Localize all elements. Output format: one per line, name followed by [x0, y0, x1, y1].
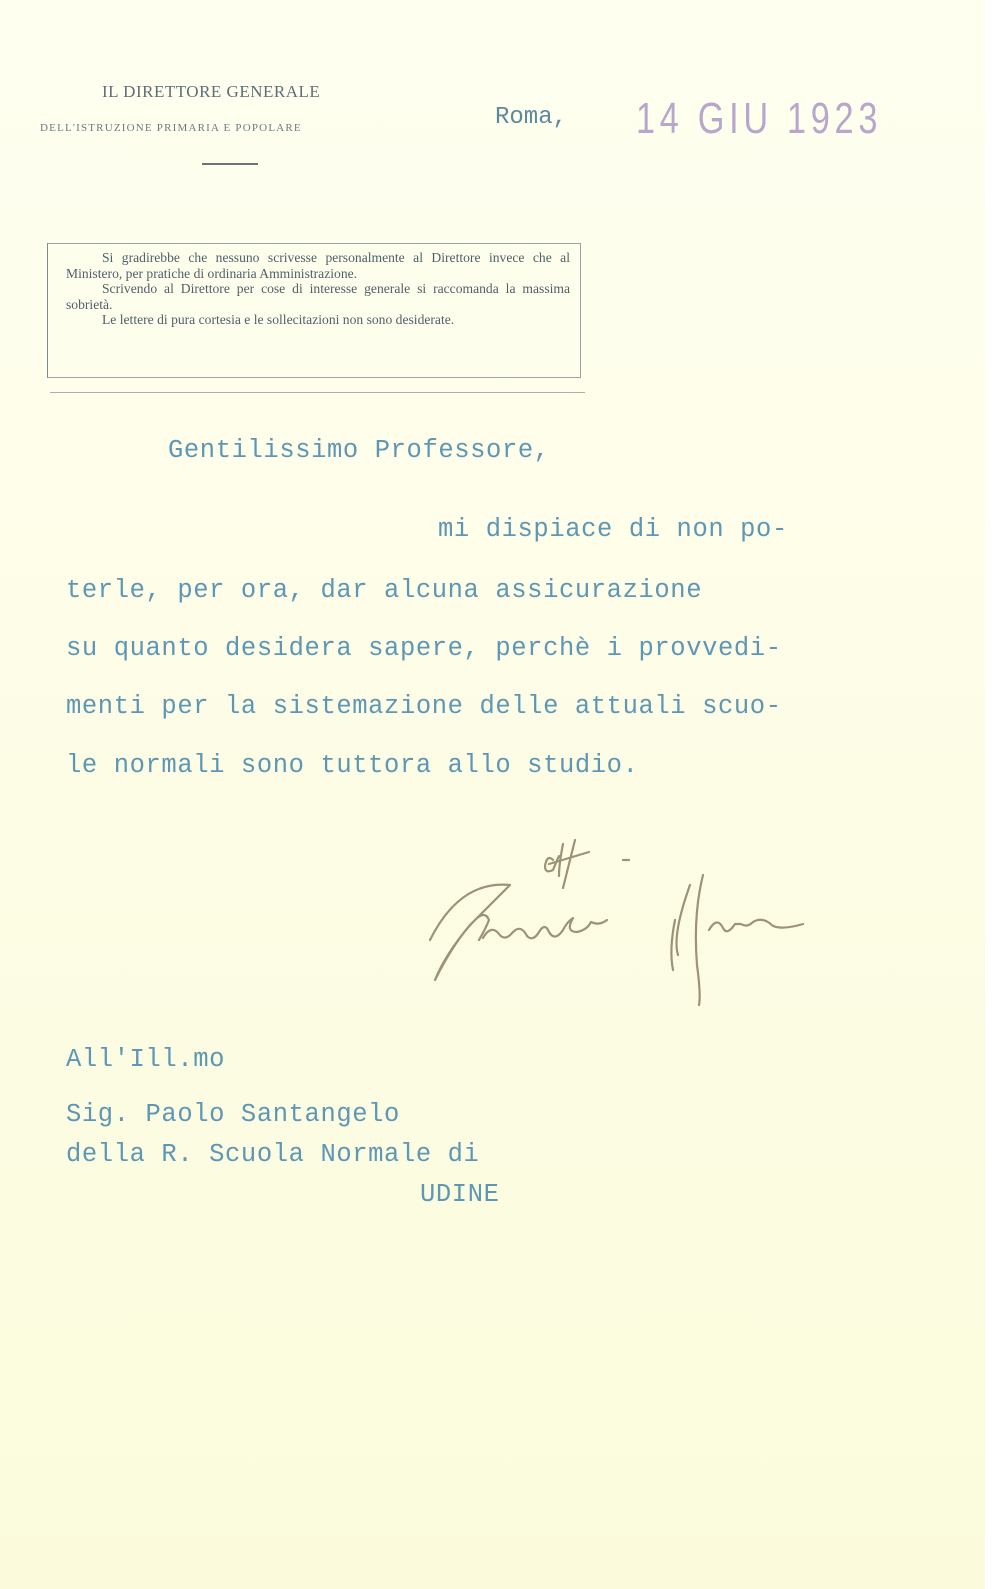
notice-paragraph: Le lettere di pura cortesia e le sollecitazioni non sono desiderate.: [102, 312, 455, 327]
body-line: su quanto desidera sapere, perchè i provvedi-: [66, 634, 782, 663]
letterhead-subtitle: DELL'ISTRUZIONE PRIMARIA E POPOLARE: [40, 122, 302, 134]
address-line: della R. Scuola Normale di: [66, 1140, 480, 1169]
notice-paragraph: Si gradirebbe che nessuno scrivesse personalmente al Direttore invece che al Ministero, per pratiche di ordinaria Amministrazione.: [66, 250, 570, 281]
salutation: Gentilissimo Professore,: [168, 436, 550, 465]
notice-box: [47, 243, 581, 378]
date-stamp: 14 GIU 1923: [636, 94, 883, 143]
body-line: terle, per ora, dar alcuna assicurazione: [66, 576, 703, 605]
address-city: UDINE: [420, 1180, 500, 1209]
body-line: le normali sono tuttora allo studio.: [66, 751, 639, 780]
address-line: Sig. Paolo Santangelo: [66, 1100, 400, 1129]
notice-paragraph: Scrivendo al Direttore per cose di interesse generale si raccomanda la massima sobrietà.: [66, 281, 570, 312]
letterhead-title: IL DIRETTORE GENERALE: [102, 82, 321, 101]
notice-divider: [50, 392, 585, 393]
address-line: All'Ill.mo: [66, 1045, 226, 1074]
dateline-place: Roma,: [495, 104, 568, 131]
body-line: mi dispiace di non po-: [438, 515, 788, 544]
letterhead-divider: [202, 163, 258, 165]
handwritten-signature: [425, 830, 845, 1010]
body-line: menti per la sistemazione delle attuali scuo-: [66, 692, 782, 721]
